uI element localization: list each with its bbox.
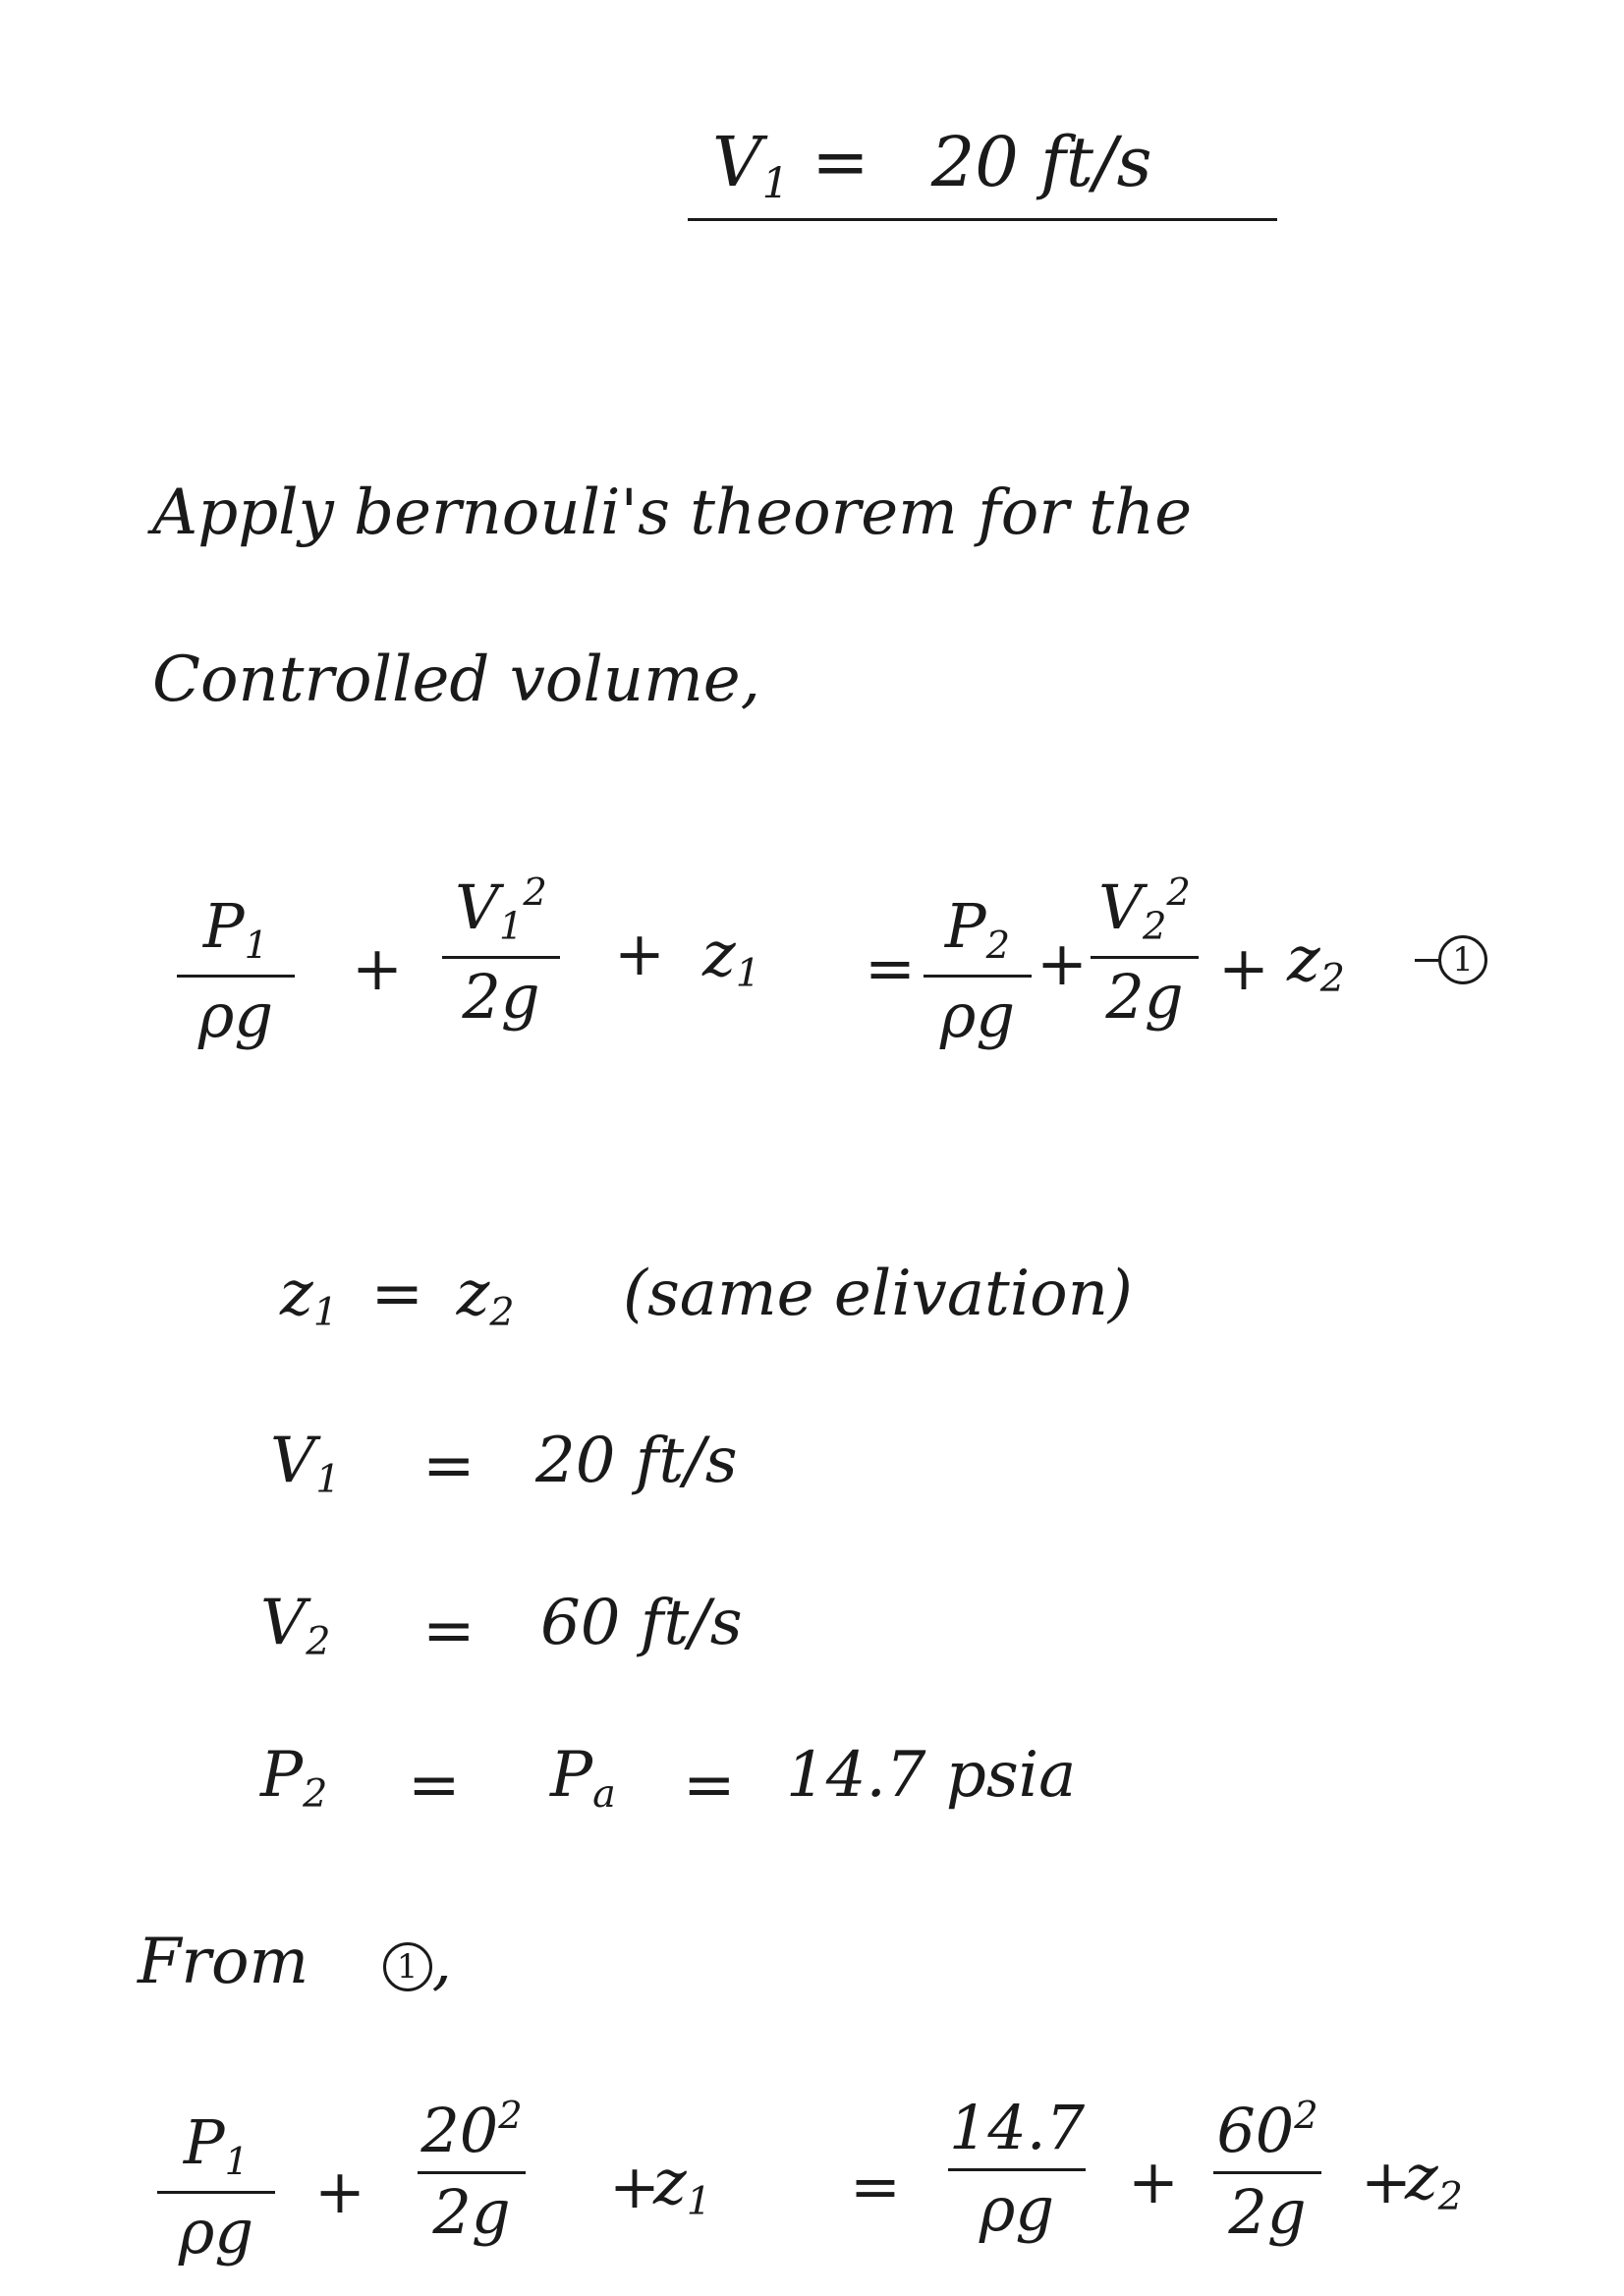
c1-lhs-sub: 1 [312,1290,338,1336]
header-value: 20 ft/s [930,122,1152,202]
eq2-z2-sub: 2 [1437,2174,1463,2220]
eq2-plus-4: + [1361,2146,1412,2217]
header-underline [688,218,1277,221]
c4-lhs: P [260,1739,304,1812]
condition-v2 [260,1587,331,1665]
c3-lhs: V [260,1587,307,1659]
intro-line-2: Controlled volume, [152,644,760,716]
condition-z1-z2 [280,1258,1133,1336]
c2-rhs: 20 ft/s [535,1425,738,1497]
eq2-t2-num-sup: 2 [498,2094,523,2138]
eq1-term-p2-over-rhog [924,890,1032,1052]
equation-number-circle: 1 [1438,935,1487,984]
from-comma: , [431,1926,452,1998]
eq1-t2-num-sub: 1 [498,904,524,949]
c4-eq2: = [683,1749,736,1821]
eq2-t4-den: 2g [1228,2175,1307,2248]
eq2-t2-num: 20 [420,2094,499,2166]
eq2-t4-num-sup: 2 [1294,2094,1318,2138]
eq2-t2-den: 2g [432,2175,511,2248]
eq1-t4-den: 2g [1105,961,1184,1034]
header-equation [712,122,1152,209]
eq1-t4-num-sup: 2 [1166,870,1191,915]
c1-eq: = [370,1258,424,1330]
c1-note: (same elivation) [622,1258,1133,1330]
from-line [138,1926,452,1998]
eq2-z1 [653,2147,711,2225]
eq2-z2 [1405,2142,1463,2220]
eq1-term-p1-over-rhog [177,890,295,1052]
c3-rhs: 60 ft/s [540,1587,743,1659]
c2-eq: = [422,1429,476,1502]
eq2-plus-2: + [609,2151,660,2222]
condition-v1 [270,1425,341,1503]
c4-lhs-sub: 2 [303,1771,328,1818]
c2-lhs: V [270,1425,316,1497]
eq2-term-20sq-over-2g [418,2094,526,2248]
eq1-t4-num: V [1098,870,1143,943]
eq2-t1-num: P [183,2106,225,2178]
from-ref-circle: 1 [383,1942,432,1991]
eq1-t2-den: 2g [462,961,540,1034]
eq1-t1-den: ρg [197,980,274,1052]
intro-line-1: Apply bernouli's theorem for the [152,476,1193,549]
eq1-z1-sub: 1 [735,951,760,997]
eq2-z1-sub: 1 [686,2179,711,2225]
c1-lhs: z [280,1258,313,1330]
eq2-z1-var: z [653,2147,687,2219]
eq1-t3-num: P [944,890,986,962]
c2-lhs-sub: 1 [315,1457,341,1503]
eq1-t3-num-sub: 2 [985,923,1011,968]
eq1-t4-num-sub: 2 [1142,904,1167,949]
eq1-z1-var: z [702,919,736,991]
eq1-t1-num: P [202,890,245,962]
c4-mid-var: P [550,1739,593,1812]
eq1-plus-1: + [352,932,403,1004]
c4-eq: = [408,1749,461,1821]
c1-rhs-sub: 2 [489,1290,515,1336]
condition-p2 [260,1739,328,1818]
header-var: V [712,122,762,202]
eq1-term-v2sq-over-2g [1091,870,1199,1034]
eq1-term-v1sq-over-2g [442,870,560,1034]
eq1-z2 [1287,924,1345,1002]
header-equals: = [812,122,869,202]
eq2-term-p1-over-rhog [157,2106,275,2268]
eq2-t3-num: 14.7 [948,2098,1086,2171]
eq1-z2-sub: 2 [1319,956,1345,1002]
eq1-plus-3: + [1036,927,1088,999]
eq2-plus-3: + [1128,2146,1179,2217]
eq1-equals: = [865,932,916,1004]
c4-rhs: 14.7 psia [786,1739,1077,1812]
eq2-term-60sq-over-2g [1213,2094,1321,2248]
eq2-equals: = [850,2151,901,2222]
eq1-plus-2: + [614,918,665,989]
eq2-t3-den: ρg [979,2173,1055,2245]
eq2-t1-num-sub: 1 [224,2139,250,2184]
eq1-t2-num-sup: 2 [523,870,547,915]
c1-rhs: z [456,1258,490,1330]
eq1-plus-4: + [1218,932,1269,1004]
eq1-tag [1415,935,1487,984]
c3-lhs-sub: 2 [306,1619,331,1665]
header-var-sub: 1 [761,159,790,209]
c4-mid-sub: a [592,1771,616,1818]
eq2-t4-num: 60 [1216,2094,1295,2166]
eq1-t2-num: V [455,870,499,943]
from-label: From [138,1926,309,1998]
eq2-z2-var: z [1405,2142,1438,2214]
eq2-t1-den: ρg [178,2196,254,2268]
c3-eq: = [422,1595,476,1667]
eq1-z2-var: z [1287,924,1320,996]
eq1-t3-den: ρg [939,980,1016,1052]
eq1-t1-num-sub: 1 [244,923,269,968]
eq2-term-14-7-over-rhog [948,2092,1086,2245]
c4-mid [550,1739,616,1818]
eq2-plus-1: + [314,2156,365,2227]
eq1-z1 [702,919,760,997]
